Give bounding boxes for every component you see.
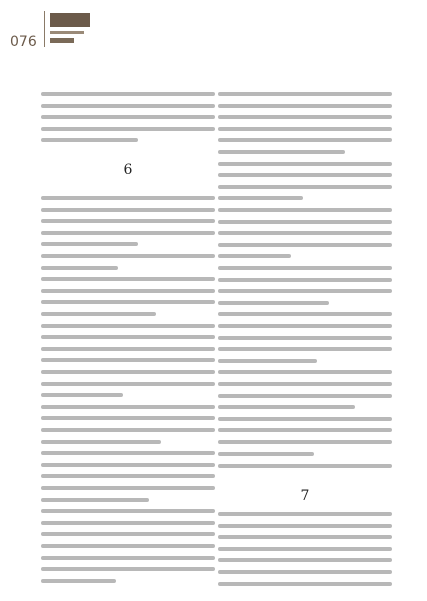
text-line-placeholder — [218, 185, 392, 189]
text-line-placeholder — [218, 324, 392, 328]
text-line-placeholder — [218, 301, 329, 305]
text-line-placeholder — [218, 428, 392, 432]
text-line-placeholder — [41, 440, 161, 444]
text-line-placeholder — [41, 532, 215, 536]
text-line-placeholder — [218, 370, 392, 374]
text-line-placeholder — [218, 92, 392, 96]
text-line-placeholder — [41, 370, 215, 374]
text-line-placeholder — [41, 544, 215, 548]
text-line-placeholder — [218, 312, 392, 316]
text-line-placeholder — [41, 463, 215, 467]
left-column — [41, 88, 215, 593]
text-line-placeholder — [218, 266, 392, 270]
text-line-placeholder — [218, 231, 392, 235]
text-line-placeholder — [41, 521, 215, 525]
text-line-placeholder — [41, 556, 215, 560]
text-line-placeholder — [41, 289, 215, 293]
text-line-placeholder — [218, 336, 392, 340]
text-line-placeholder — [41, 231, 215, 235]
text-line-placeholder — [41, 242, 138, 246]
section-number-6: 6 — [123, 162, 133, 178]
text-line-placeholder — [218, 582, 392, 586]
text-line-placeholder — [218, 220, 392, 224]
text-line-placeholder — [41, 428, 215, 432]
text-line-placeholder — [218, 452, 314, 456]
masthead-latin-name — [50, 31, 84, 34]
text-line-placeholder — [218, 278, 392, 282]
text-line-placeholder — [41, 567, 215, 571]
page-number: 076 — [10, 34, 37, 50]
text-line-placeholder — [41, 219, 215, 223]
text-line-placeholder — [41, 416, 215, 420]
text-line-placeholder — [218, 570, 392, 574]
text-line-placeholder — [218, 440, 392, 444]
masthead-column-name — [50, 38, 74, 43]
text-line-placeholder — [41, 104, 215, 108]
text-line-placeholder — [218, 254, 291, 258]
text-line-placeholder — [41, 474, 215, 478]
text-line-placeholder — [218, 417, 392, 421]
text-line-placeholder — [218, 512, 392, 516]
text-line-placeholder — [41, 335, 215, 339]
text-line-placeholder — [218, 524, 392, 528]
text-line-placeholder — [41, 300, 215, 304]
text-line-placeholder — [41, 324, 215, 328]
text-line-placeholder — [41, 579, 116, 583]
text-line-placeholder — [218, 243, 392, 247]
text-line-placeholder — [41, 358, 215, 362]
text-line-placeholder — [218, 405, 355, 409]
text-line-placeholder — [41, 451, 215, 455]
text-line-placeholder — [218, 535, 392, 539]
text-line-placeholder — [218, 558, 392, 562]
text-line-placeholder — [218, 347, 392, 351]
text-line-placeholder — [218, 208, 392, 212]
magazine-masthead — [44, 11, 99, 47]
text-line-placeholder — [41, 115, 215, 119]
text-line-placeholder — [41, 138, 138, 142]
text-line-placeholder — [41, 498, 149, 502]
text-line-placeholder — [41, 127, 215, 131]
text-line-placeholder — [41, 312, 156, 316]
text-line-placeholder — [41, 92, 215, 96]
text-line-placeholder — [41, 405, 215, 409]
text-line-placeholder — [218, 127, 392, 131]
text-line-placeholder — [218, 359, 317, 363]
text-line-placeholder — [41, 393, 123, 397]
text-line-placeholder — [218, 173, 392, 177]
text-line-placeholder — [218, 547, 392, 551]
text-line-placeholder — [41, 347, 215, 351]
text-line-placeholder — [218, 162, 392, 166]
masthead-title-logo — [50, 13, 90, 27]
text-line-placeholder — [41, 486, 215, 490]
text-line-placeholder — [218, 289, 392, 293]
text-line-placeholder — [41, 509, 215, 513]
text-line-placeholder — [41, 266, 118, 270]
text-line-placeholder — [218, 104, 392, 108]
text-line-placeholder — [218, 115, 392, 119]
text-line-placeholder — [218, 196, 303, 200]
text-line-placeholder — [218, 394, 392, 398]
right-column — [218, 88, 392, 593]
text-line-placeholder — [41, 196, 215, 200]
text-line-placeholder — [218, 382, 392, 386]
text-line-placeholder — [41, 382, 215, 386]
text-line-placeholder — [41, 208, 215, 212]
text-line-placeholder — [218, 464, 392, 468]
text-line-placeholder — [218, 150, 345, 154]
section-number-7: 7 — [300, 488, 310, 504]
text-line-placeholder — [41, 254, 215, 258]
text-line-placeholder — [218, 138, 392, 142]
text-line-placeholder — [41, 277, 215, 281]
